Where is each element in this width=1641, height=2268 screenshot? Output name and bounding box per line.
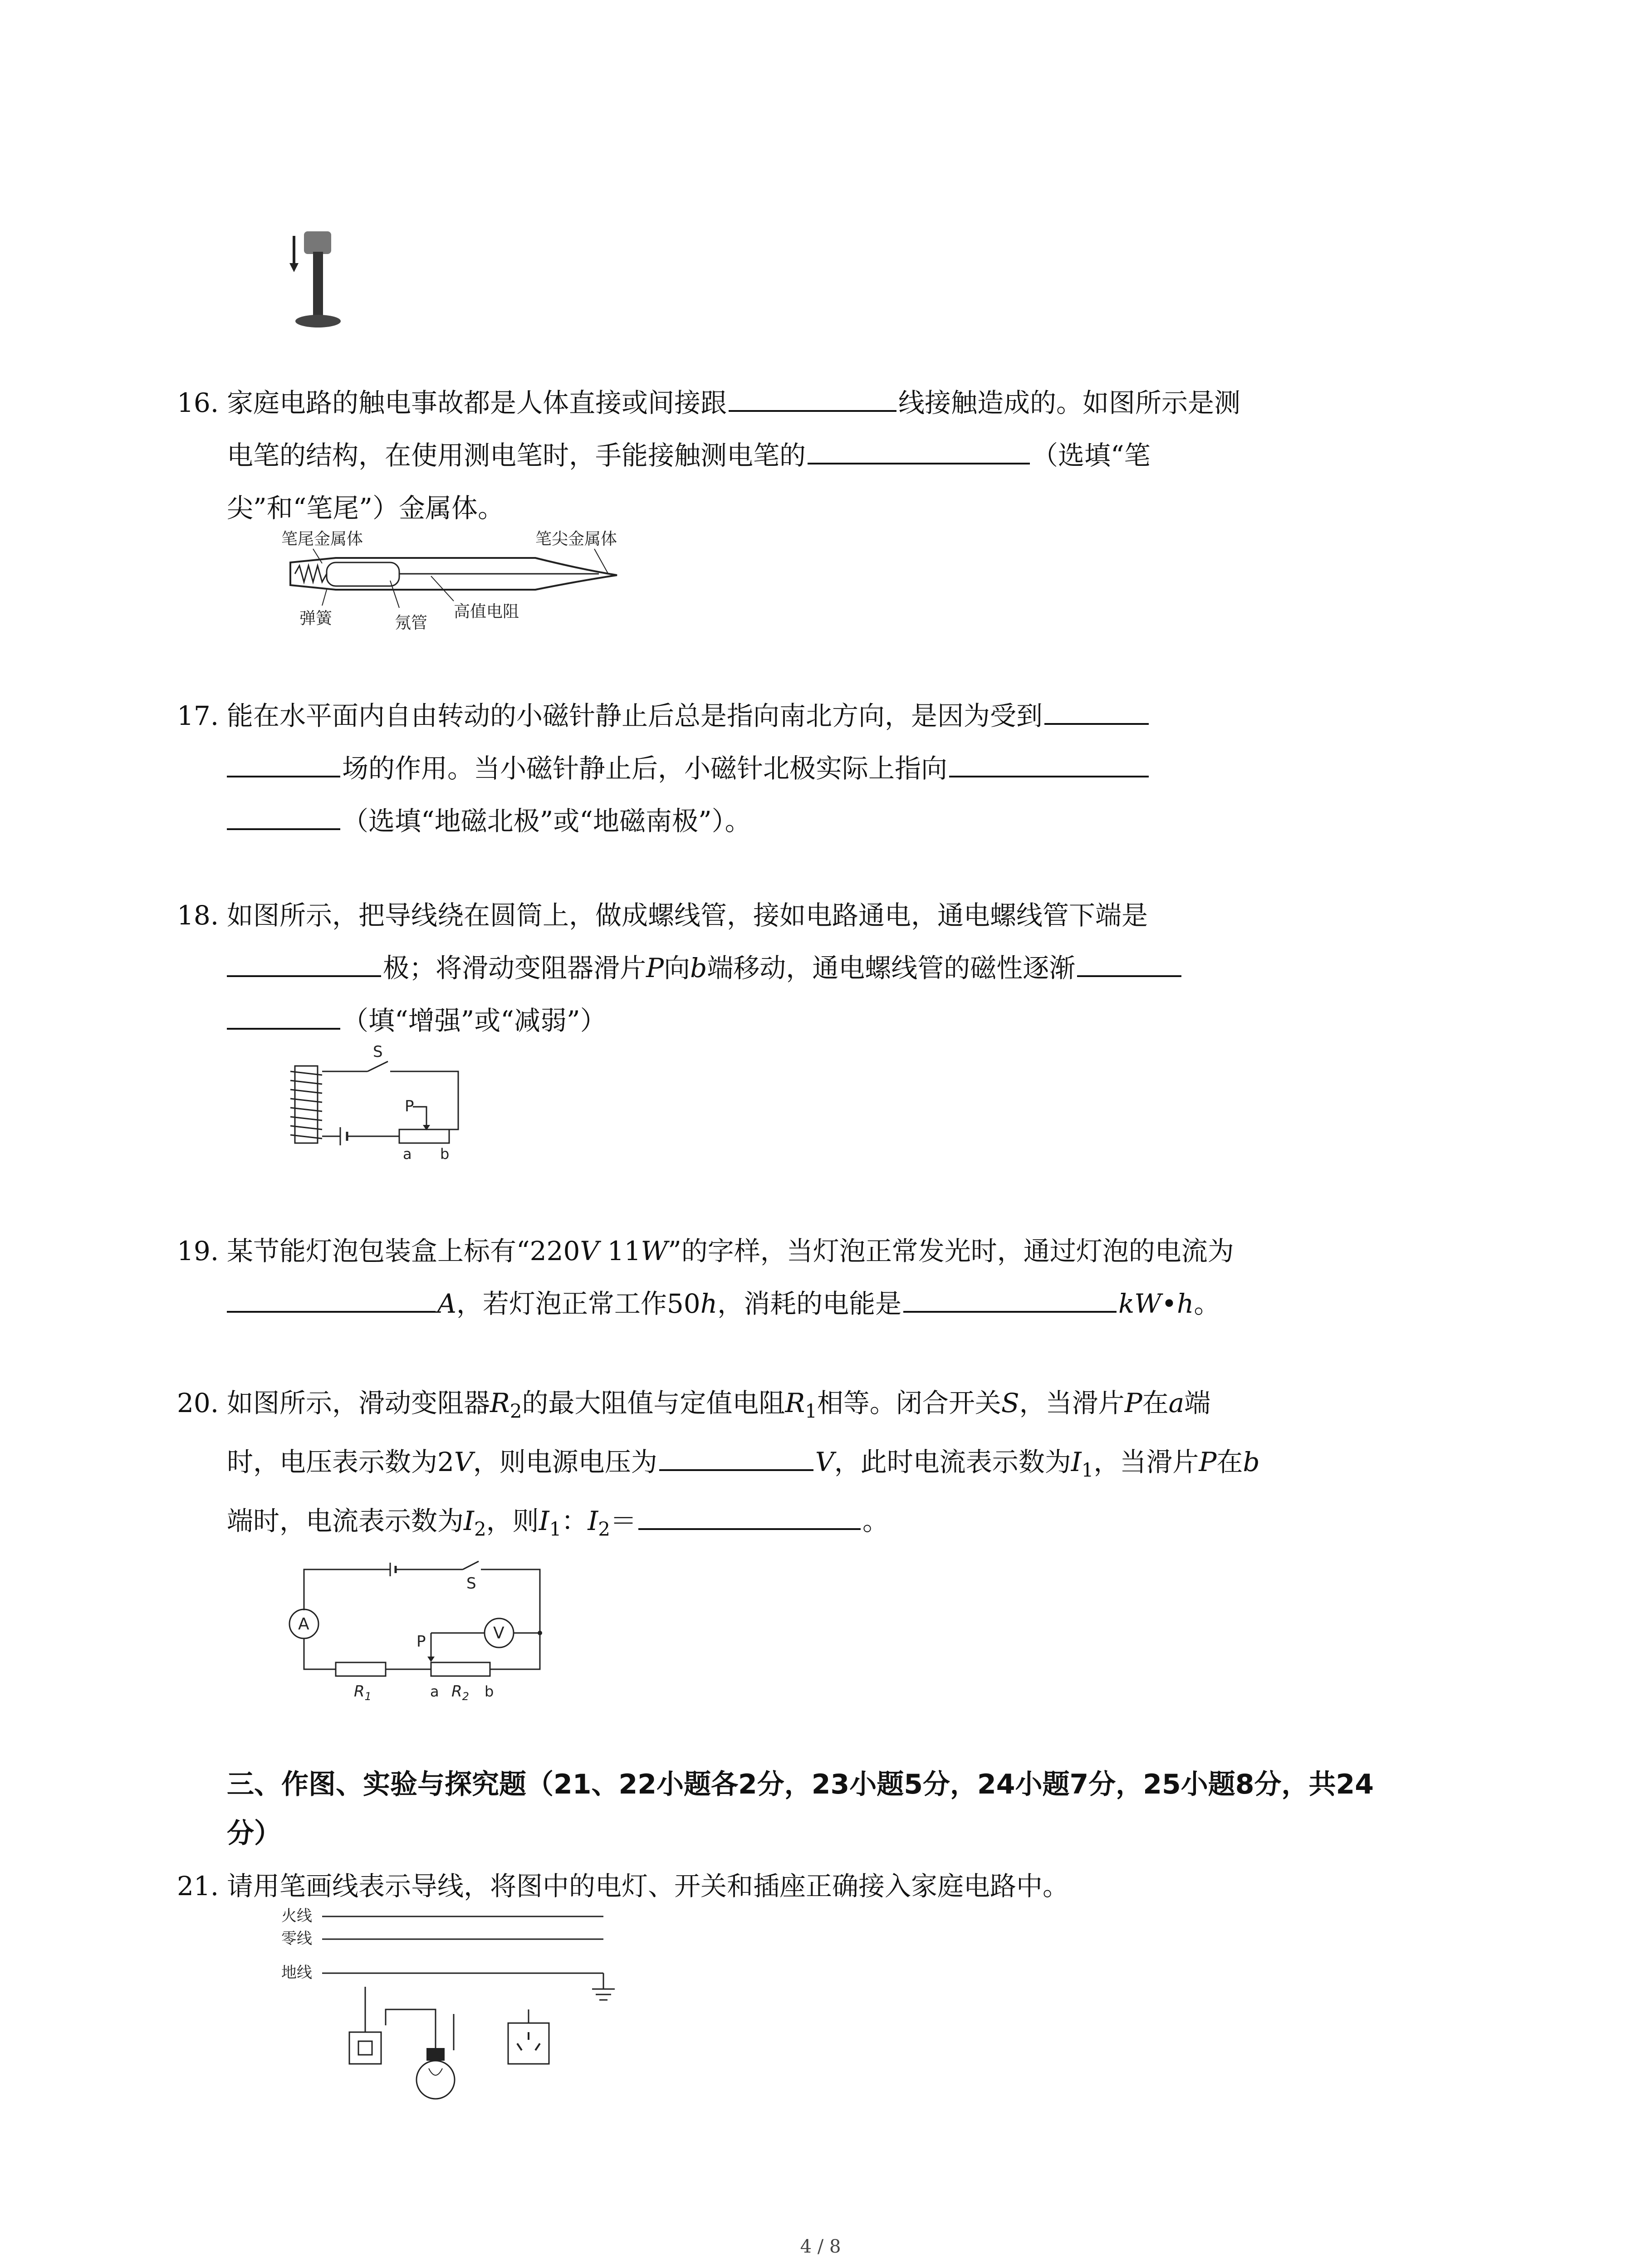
label-live-wire: 火线 xyxy=(281,1907,312,1925)
answer-blank[interactable] xyxy=(659,1444,813,1471)
unit-h: h xyxy=(700,1288,718,1319)
q20-circuit-figure xyxy=(277,1560,558,1710)
question-text: 家庭电路的触电事故都是人体直接或间接跟 xyxy=(227,387,727,418)
question-text: ： xyxy=(561,1505,588,1536)
label-slider-p: P xyxy=(416,1633,426,1651)
question-text: 。 xyxy=(862,1505,889,1536)
label-neutral-wire: 零线 xyxy=(281,1930,312,1948)
variable-i: I xyxy=(464,1505,474,1536)
answer-blank[interactable] xyxy=(227,750,340,777)
question-text: 端 xyxy=(1184,1388,1211,1418)
question-text: 。 xyxy=(1194,1288,1220,1319)
test-pen-figure xyxy=(281,526,635,635)
question-text: 端移动，通电螺线管的磁性逐渐 xyxy=(707,953,1076,983)
question-text: 时，电压表示数为2 xyxy=(227,1447,454,1477)
label-switch: S xyxy=(466,1574,476,1593)
label-slider-p: P xyxy=(405,1097,414,1115)
label-r2: $R_2$ xyxy=(451,1682,469,1703)
label-end-b: b xyxy=(440,1145,450,1161)
label-neon-tube: 氖管 xyxy=(395,614,428,632)
subscript: 1 xyxy=(549,1518,562,1540)
question-text: 请用笔画线表示导线，将图中的电灯、开关和插座正确接入家庭电路中。 xyxy=(227,1871,1069,1901)
question-text: 向 xyxy=(664,953,691,983)
unit-w: W xyxy=(641,1236,668,1266)
label-end-a: a xyxy=(430,1683,439,1700)
question-text: ，若灯泡正常工作50 xyxy=(456,1288,700,1319)
label-ground-wire: 地线 xyxy=(281,1964,312,1982)
question-text: 在 xyxy=(1142,1388,1169,1418)
answer-blank[interactable] xyxy=(227,950,381,977)
label-switch: S xyxy=(373,1043,383,1061)
section-heading-line: 分） xyxy=(227,1818,281,1849)
variable-i: I xyxy=(1071,1447,1082,1477)
question-text: （选填“笔 xyxy=(1032,440,1151,471)
subscript: 2 xyxy=(509,1400,522,1422)
question-number: 16. xyxy=(177,387,219,418)
label-spring: 弹簧 xyxy=(299,609,333,628)
question-text: （选填“地磁北极”或“地磁南极”）。 xyxy=(342,806,751,836)
question-text: 在 xyxy=(1216,1447,1243,1477)
question-text: ”的字样，当灯泡正常发光时，通过灯泡的电流为 xyxy=(668,1236,1234,1266)
variable-b: b xyxy=(1243,1447,1260,1477)
question-text: 能在水平面内自由转动的小磁针静止后总是指向南北方向，是因为受到 xyxy=(227,700,1043,731)
question-number: 21. xyxy=(177,1871,219,1901)
subscript: 1 xyxy=(1081,1459,1094,1481)
question-text: ，则电源电压为 xyxy=(473,1447,657,1477)
question-text: （填“增强”或“减弱”） xyxy=(342,1005,607,1036)
answer-blank[interactable] xyxy=(1077,950,1181,977)
variable-b: b xyxy=(690,953,707,983)
subscript: 2 xyxy=(474,1518,486,1540)
variable-r: R xyxy=(785,1388,805,1418)
answer-blank[interactable] xyxy=(1044,698,1149,725)
variable-i: I xyxy=(588,1505,598,1536)
question-text: ，此时电流表示数为 xyxy=(834,1447,1071,1477)
variable-p: P xyxy=(1199,1447,1217,1477)
answer-blank[interactable] xyxy=(227,1286,436,1313)
answer-blank[interactable] xyxy=(227,1002,340,1030)
variable-r: R xyxy=(490,1388,510,1418)
label-high-resistor: 高值电阻 xyxy=(454,602,519,621)
section-heading-line: 三、作图、实验与探究题（21、22小题各2分，23小题5分，24小题7分，25小题8分，共24 xyxy=(227,1769,1374,1800)
answer-blank[interactable] xyxy=(949,750,1149,777)
answer-blank[interactable] xyxy=(638,1503,861,1530)
answer-blank[interactable] xyxy=(227,803,340,830)
question-text: ，消耗的电能是 xyxy=(717,1288,902,1319)
variable-i: I xyxy=(539,1505,549,1536)
question-number: 17. xyxy=(177,700,219,731)
question-text: 尖”和“笔尾”）金属体。 xyxy=(227,493,504,523)
question-text: 相等。闭合开关 xyxy=(817,1388,1001,1418)
unit-v: V xyxy=(580,1236,599,1266)
question-text: 某节能灯泡包装盒上标有“220 xyxy=(227,1236,580,1266)
label-end-b: b xyxy=(485,1683,494,1700)
question-text: 线接触造成的。如图所示是测 xyxy=(898,387,1241,418)
question-text: ＝ xyxy=(610,1505,637,1536)
label-tail-metal: 笔尾金属体 xyxy=(281,530,363,548)
question-text: 场的作用。当小磁针静止后，小磁针北极实际上指向 xyxy=(342,753,948,784)
question-text: ，当滑片 xyxy=(1093,1447,1199,1477)
question-number: 19. xyxy=(177,1236,219,1266)
iron-stand-figure xyxy=(281,227,354,331)
variable-a: a xyxy=(1168,1388,1185,1418)
question-number: 18. xyxy=(177,900,219,931)
question-text: ，当滑片 xyxy=(1019,1388,1125,1418)
label-r1: $R_1$ xyxy=(354,1682,372,1703)
ammeter-label: A xyxy=(298,1615,309,1633)
question-text: 电笔的结构，在使用测电笔时，手能接触测电笔的 xyxy=(227,440,806,471)
question-text: 端时，电流表示数为 xyxy=(227,1505,464,1536)
label-end-a: a xyxy=(403,1145,412,1161)
question-text: 11 xyxy=(599,1236,641,1266)
unit-v: V xyxy=(815,1447,834,1477)
page-number: 4 / 8 xyxy=(800,2236,841,2257)
question-text: 如图所示，滑动变阻器 xyxy=(227,1388,490,1418)
variable-p: P xyxy=(1124,1388,1142,1418)
question-text: 的最大阻值与定值电阻 xyxy=(522,1388,785,1418)
answer-blank[interactable] xyxy=(729,385,896,412)
answer-blank[interactable] xyxy=(903,1286,1117,1313)
subscript: 2 xyxy=(598,1518,611,1540)
unit-a: A xyxy=(437,1288,456,1319)
voltmeter-label: V xyxy=(493,1624,505,1642)
unit-kwh: kW•h xyxy=(1118,1288,1194,1319)
unit-v: V xyxy=(454,1447,473,1477)
question-number: 20. xyxy=(177,1388,219,1418)
answer-blank[interactable] xyxy=(808,437,1030,464)
variable-s: S xyxy=(1001,1388,1019,1418)
variable-p: P xyxy=(646,953,664,983)
question-text: 极；将滑动变阻器滑片 xyxy=(383,953,647,983)
section-heading xyxy=(227,1760,1374,1858)
question-text: 如图所示，把导线绕在圆筒上，做成螺线管，接如电路通电，通电螺线管下端是 xyxy=(227,900,1148,931)
label-tip-metal: 笔尖金属体 xyxy=(535,530,617,548)
household-circuit-figure xyxy=(277,1905,631,2114)
subscript: 1 xyxy=(805,1400,817,1422)
question-text: ，则 xyxy=(486,1505,539,1536)
solenoid-circuit-figure xyxy=(277,1043,504,1161)
